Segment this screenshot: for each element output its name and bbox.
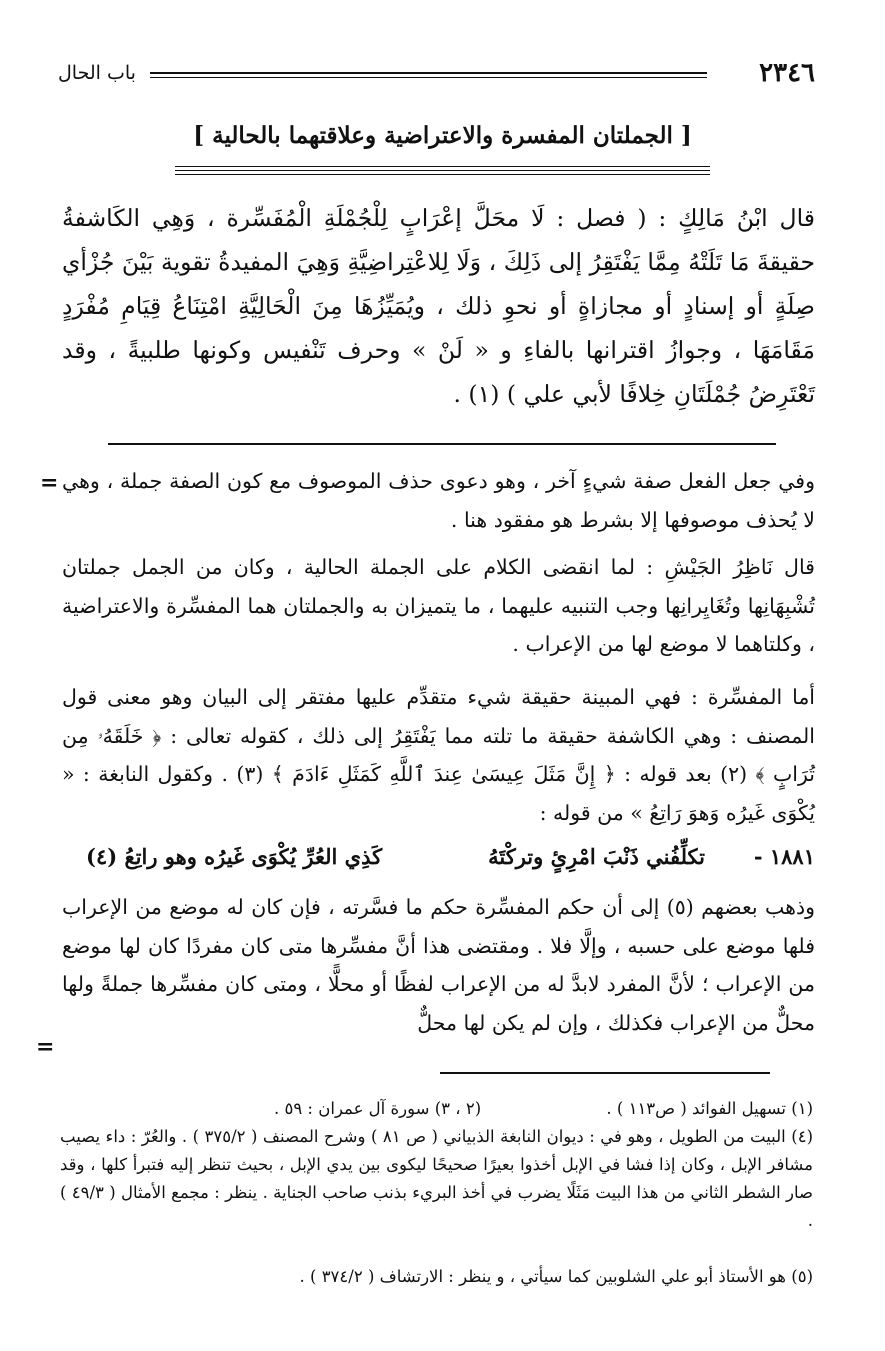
footnote-1b: (٢ ، ٣) سورة آل عمران : ٥٩ .: [273, 1099, 482, 1118]
body-paragraph-3: [62, 678, 815, 832]
header-rule: [150, 72, 707, 78]
section-title: [ الجملتان المفسرة والاعتراضية وعلاقتهما بالحالية ]: [193, 122, 692, 149]
body-text-1: وفي جعل الفعل صفة شيءٍ آخر ، وهو دعوى حذف الموصوف مع كون الصفة جملة ، وهي لا يُحذف موصوفها إلا بشرط هو مفقود هنا .: [62, 469, 815, 532]
continuation-mark-bottom: =: [36, 1034, 55, 1060]
running-header: [58, 54, 815, 94]
footnote-5: [60, 1263, 813, 1291]
poetry-verse: [70, 844, 815, 884]
body-paragraph-5: [62, 888, 815, 1042]
body-paragraph-1: [62, 462, 815, 539]
footnote-1a: (١) تسهيل الفوائد ( ص١١٣ ) .: [606, 1099, 813, 1118]
verse-hemistich-2: كَذِي العُرِّ يُكْوَى غَيرُه وهو راتِعُ (٤): [86, 844, 383, 869]
footnote-5-text: (٥) هو الأستاذ أبو علي الشلوبين كما سيأتي ، و ينظر : الارتشاف ( ٣٧٤/٢ ) .: [299, 1267, 813, 1286]
chapter-title: باب الحال: [58, 62, 136, 84]
matn-paragraph: [62, 196, 815, 416]
footnote-4-text: (٤) البيت من الطويل ، وهو في : ديوان النابغة الذبياني ( ص ٨١ ) وشرح المصنف ( ٣٧٥/٢ ) . والعُرّ : داء يصيب مشافر الإبل ، وكان إذا فشا في الإبل أخذوا بعيرًا صحيحًا ليكوى بين يدي الإبل ، بحيث تنظر إليه فتبرأ كلها ، وقد صار الشطر الثاني من هذا البيت مَثَلًا يضرب في أخذ البريء بذنب صاحب الجناية . ينظر : مجمع الأمثال ( ٤٩/٣ ) .: [60, 1127, 813, 1230]
verse-number: ١٨٨١ -: [753, 844, 815, 869]
footnote-divider: [440, 1072, 770, 1074]
footnote-1: [60, 1095, 813, 1123]
matn-text: قال ابْنُ مَالِكٍ : ( فصل : لَا محَلَّ إعْرَابٍ لِلْجُمْلَةِ الْمُفَسِّرة ، وَهِي الكَاشفةُ حقيقةَ مَا تَلَتْهُ مِمَّا يَفْتَقِرُ إلى ذَلِكَ ، وَلَا لِلاعْتِراضِيَّةِ وَهِيَ المفيدةُ تقوية بَيْنَ جُزْأي صِلَةٍ أو إسنادٍ أو مجازاةٍ أو نحوِ ذلك ، ويُمَيِّزُهَا مِنَ الْحَالِيَّةِ امْتِنَاعُ قِيَامِ مُفْرَدٍ مَقَامَهَا ، وجوازُ اقترانها بالفاءِ و « لَنْ » وحرف تَنْفيس وكونها طلبيةً ، وقد تَعْتَرِضُ جُمْلَتَانِ خِلافًا لأبي علي ) (١) .: [62, 204, 815, 408]
page-number: ٢٣٤٦: [759, 58, 815, 88]
body-text-5: وذهب بعضهم (٥) إلى أن حكم المفسِّرة حكم ما فسَّرته ، فإن كان له موضع من الإعراب فلها موضع على حسبه ، وإلَّا فلا . ومقتضى هذا أنَّ مفسِّرها متى كان مفردًا كان لها موضع من الإعراب ؛ لأنَّ المفرد لابدَّ له من الإعراب لفظًا أو محلًّا ، ومتى كان مفسِّرها جملةً ولها محلٌّ من الإعراب فكذلك ، وإن لم يكن لها محلٌّ: [62, 895, 815, 1035]
body-text-3: أما المفسِّرة : فهي المبينة حقيقة شيء متقدِّم عليها مفتقر إلى البيان وهو معنى قول المصنف : وهي الكاشفة حقيقة ما تلته مما يَفْتَقِرُ إلى ذلك ، كقوله تعالى : ﴿ خَلَقَهُۥ مِن تُرَابٍ ﴾ (٢) بعد قوله : ﴿ إِنَّ مَثَلَ عِيسَىٰ عِندَ ٱللَّهِ كَمَثَلِ ءَادَمَ ﴾ (٣) . وكقول النابغة : « يُكْوَى غَيرُه وَهوَ رَاتِعُ » من قوله :: [62, 685, 815, 825]
footnote-4: [60, 1123, 813, 1235]
matn-divider: [108, 443, 776, 445]
body-paragraph-2: [62, 548, 815, 664]
verse-hemistich-1: تكلِّفُني ذَنْبَ امْرِئٍ وتركْتَهُ: [488, 844, 705, 869]
continuation-mark-top: =: [40, 470, 59, 496]
body-text-2: قال نَاظِرُ الجَيْشِ : لما انقضى الكلام على الجملة الحالية ، وكان من الجمل جملتان تُشْبِهَانِها وتُغَايِرانِها وجب التنبيه عليهما ، ما يتميزان به والجملتان هما المفسِّرة والاعتراضية ، وكلتاهما لا موضع لها من الإعراب .: [62, 555, 815, 656]
